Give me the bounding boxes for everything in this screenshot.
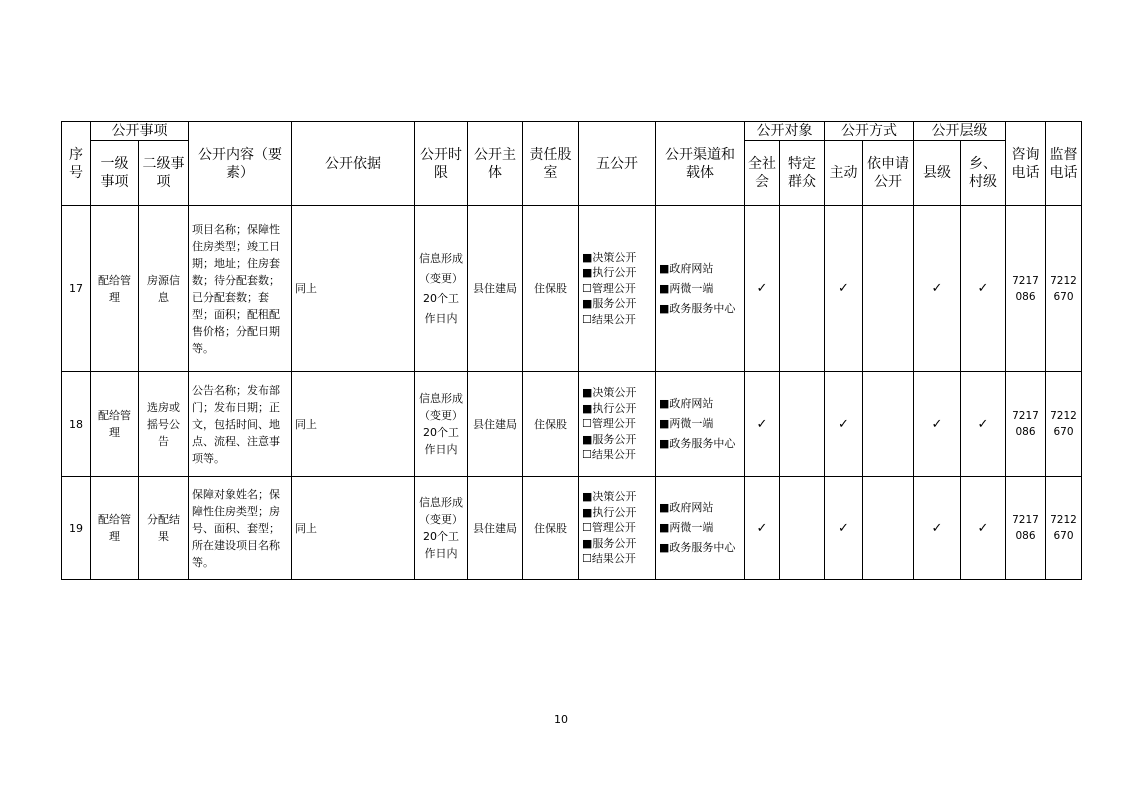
header-method-apply: 依申请公开	[863, 141, 914, 206]
row-subject: 县住建局	[468, 477, 523, 580]
five-open-option: ■服务公开	[582, 297, 637, 311]
header-dept: 责任股室	[523, 122, 579, 206]
header-method-group: 公开方式	[825, 122, 914, 141]
header-content: 公开内容（要素）	[189, 122, 292, 206]
row-method-apply	[863, 372, 914, 477]
five-open-option: ☐结果公开	[582, 312, 636, 326]
row-subject: 县住建局	[468, 372, 523, 477]
row-method-apply	[863, 477, 914, 580]
row-level1: 配给管理	[91, 372, 139, 477]
row-dept: 住保股	[523, 372, 579, 477]
five-open-option: ☐管理公开	[582, 281, 636, 295]
channel-option: ■政府网站	[659, 261, 714, 275]
channel-option: ■两微一端	[659, 417, 714, 430]
row-method-active: ✓	[825, 372, 863, 477]
channel-option: ■政务服务中心	[659, 437, 736, 450]
table-body	[62, 206, 1082, 580]
row-level2: 选房或摇号公告	[139, 372, 189, 477]
channel-option: ■政务服务中心	[659, 301, 736, 315]
row-channel	[656, 206, 745, 372]
five-open-option: ■决策公开	[582, 490, 637, 504]
five-open-option: ■服务公开	[582, 432, 637, 446]
row-level1: 配给管理	[91, 206, 139, 372]
row-five-open	[579, 372, 656, 477]
table-header	[62, 122, 1082, 206]
row-method-apply	[863, 206, 914, 372]
header-level-group: 公开层级	[914, 122, 1006, 141]
row-time-limit: 信息形成（变更）20个工作日内	[415, 372, 468, 477]
channel-option: ■政府网站	[659, 397, 714, 410]
header-method-active: 主动	[825, 141, 863, 206]
header-level-county: 县级	[914, 141, 961, 206]
row-content: 项目名称；保障性住房类型；竣工日期；地址；住房套数；待分配套数；已分配套数；套型；面积；配租配售价格；分配日期等。	[189, 206, 292, 372]
row-seq: 19	[62, 477, 91, 580]
row-level-county: ✓	[914, 477, 961, 580]
row-subject: 县住建局	[468, 206, 523, 372]
channel-option: ■两微一端	[659, 281, 714, 295]
row-target-all: ✓	[745, 477, 780, 580]
channel-option: ■政务服务中心	[659, 541, 736, 554]
five-open-option: ■执行公开	[582, 505, 637, 519]
five-open-option: ☐结果公开	[582, 448, 636, 462]
row-time-limit: 信息形成（变更）20个工作日内	[415, 206, 468, 372]
page-number: 10	[554, 713, 568, 726]
row-content: 公告名称；发布部门；发布日期；正文，包括时间、地点、流程、注意事项等。	[189, 372, 292, 477]
row-seq: 17	[62, 206, 91, 372]
header-target-all: 全社会	[745, 141, 780, 206]
row-method-active: ✓	[825, 206, 863, 372]
row-level-county: ✓	[914, 372, 961, 477]
row-dept: 住保股	[523, 206, 579, 372]
row-supervise-phone: 7212670	[1046, 206, 1082, 372]
header-items-group: 公开事项	[91, 122, 189, 141]
header-target-specific: 特定群众	[780, 141, 825, 206]
header-channel: 公开渠道和载体	[656, 122, 745, 206]
header-level2: 二级事项	[139, 141, 189, 206]
header-five-open: 五公开	[579, 122, 656, 206]
table-row	[62, 477, 1082, 580]
five-open-option: ☐管理公开	[582, 521, 636, 535]
row-level-village: ✓	[961, 372, 1006, 477]
five-open-option: ■决策公开	[582, 250, 637, 264]
row-target-specific	[780, 372, 825, 477]
header-target-group: 公开对象	[745, 122, 825, 141]
row-consult-phone: 7217086	[1006, 372, 1046, 477]
disclosure-table	[61, 121, 1082, 580]
row-channel	[656, 477, 745, 580]
row-five-open	[579, 477, 656, 580]
header-seq: 序号	[62, 122, 91, 206]
row-channel	[656, 372, 745, 477]
row-level2: 房源信息	[139, 206, 189, 372]
row-basis: 同上	[292, 206, 415, 372]
header-consult-phone: 咨询电话	[1006, 122, 1046, 206]
channel-option: ■两微一端	[659, 521, 714, 534]
table-row	[62, 372, 1082, 477]
row-dept: 住保股	[523, 477, 579, 580]
row-target-all: ✓	[745, 206, 780, 372]
table-row	[62, 206, 1082, 372]
row-target-specific	[780, 206, 825, 372]
row-target-specific	[780, 477, 825, 580]
five-open-option: ☐管理公开	[582, 417, 636, 431]
row-consult-phone: 7217086	[1006, 206, 1046, 372]
header-time-limit: 公开时限	[415, 122, 468, 206]
row-basis: 同上	[292, 372, 415, 477]
row-target-all: ✓	[745, 372, 780, 477]
five-open-option: ■决策公开	[582, 386, 637, 400]
row-content: 保障对象姓名；保障性住房类型；房号、面积、套型；所在建设项目名称等。	[189, 477, 292, 580]
header-basis: 公开依据	[292, 122, 415, 206]
row-level-village: ✓	[961, 206, 1006, 372]
row-supervise-phone: 7212670	[1046, 372, 1082, 477]
header-supervise-phone: 监督电话	[1046, 122, 1082, 206]
row-basis: 同上	[292, 477, 415, 580]
row-level-village: ✓	[961, 477, 1006, 580]
row-time-limit: 信息形成（变更）20个工作日内	[415, 477, 468, 580]
five-open-option: ■执行公开	[582, 266, 637, 280]
channel-option: ■政府网站	[659, 501, 714, 514]
row-level2: 分配结果	[139, 477, 189, 580]
row-level1: 配给管理	[91, 477, 139, 580]
row-supervise-phone: 7212670	[1046, 477, 1082, 580]
header-level1: 一级事项	[91, 141, 139, 206]
header-subject: 公开主体	[468, 122, 523, 206]
five-open-option: ■服务公开	[582, 536, 637, 550]
row-five-open	[579, 206, 656, 372]
row-method-active: ✓	[825, 477, 863, 580]
row-consult-phone: 7217086	[1006, 477, 1046, 580]
row-level-county: ✓	[914, 206, 961, 372]
header-level-village: 乡、村级	[961, 141, 1006, 206]
five-open-option: ■执行公开	[582, 401, 637, 415]
five-open-option: ☐结果公开	[582, 552, 636, 566]
row-seq: 18	[62, 372, 91, 477]
